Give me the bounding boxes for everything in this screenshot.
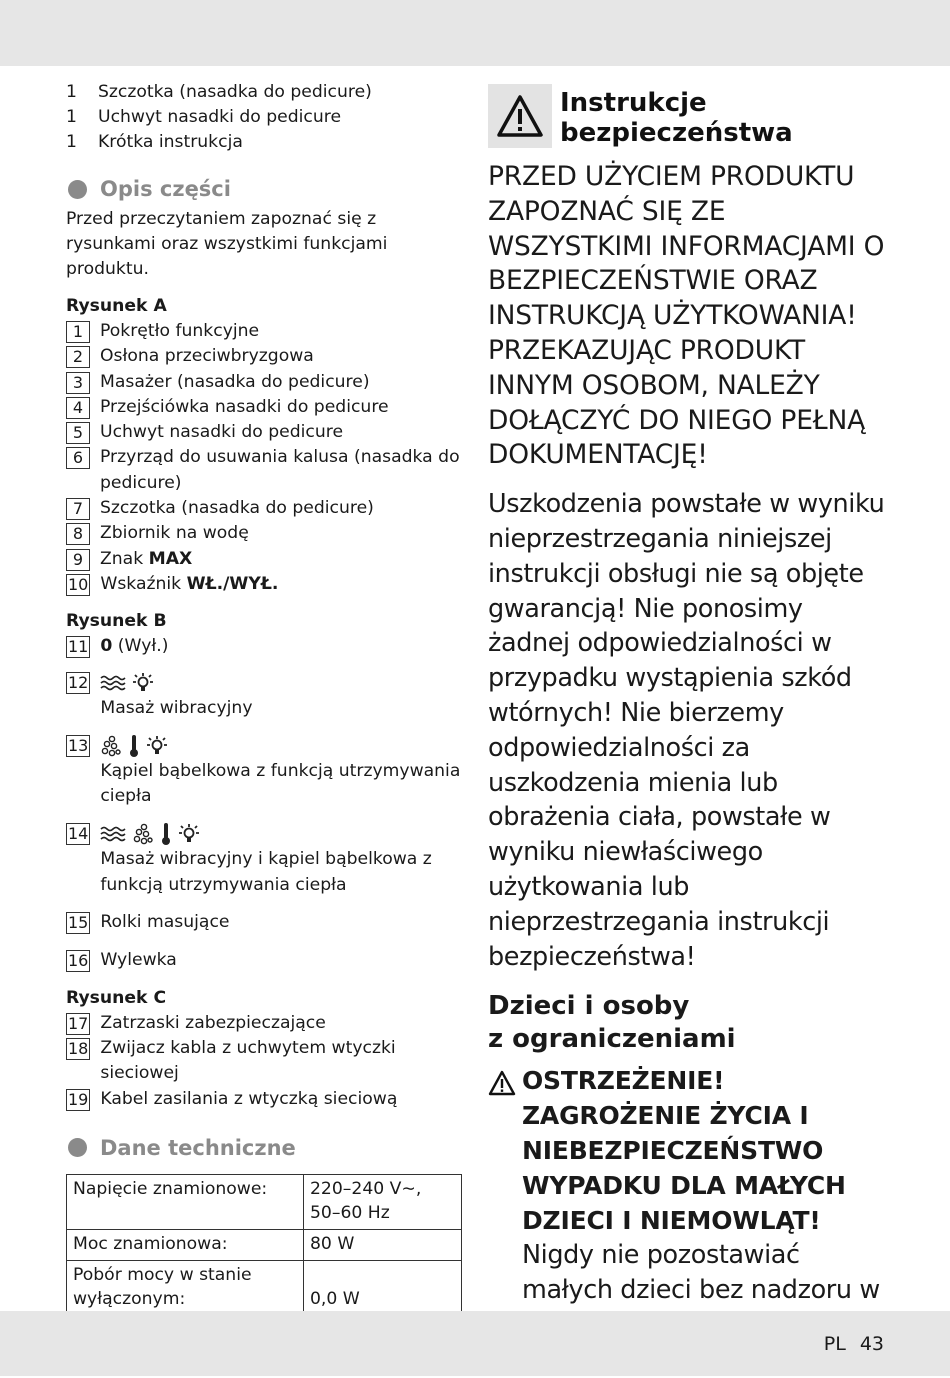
list-item: 11 0 (Wył.) (68, 636, 169, 657)
list-item: 10 Wskaźnik WŁ./WYŁ. (68, 573, 279, 594)
list-item: 7 Szczotka (nasadka do pedicure) (66, 496, 466, 521)
package-contents (66, 80, 466, 155)
list-item: 9 Znak MAX (66, 547, 466, 572)
safety-caps-notice: PRZED UŻYCIEM PRODUKTU ZAPOZNAĆ SIĘ ZE WSZYSTKIMI INFORMACJAMI O BEZPIECZEŃSTWIE ORAZ INSTRUKCJĄ UŻYTKOWANIA! PRZEKAZUJĄC PRODUKT INNYM OSOBOM, NALEŻY DOŁĄCZYĆ DO NIEGO PEŁNĄ DOKUMENTACJĘ! (488, 161, 885, 471)
page-number: PL 43 (823, 1333, 884, 1355)
list-item: 4 Przejściówka nasadki do pedicure (66, 395, 466, 420)
tech-heading: Dane techniczne (66, 1136, 466, 1160)
safety-heading: Instrukcje bezpieczeństwa (488, 84, 888, 148)
package-item: 1 Krótka instrukcja (66, 132, 243, 152)
list-item: 18 Zwijacz kabla z uchwytem wtyczki sieciowej (68, 1037, 396, 1084)
list-item: 2 Osłona przeciwbryzgowa (66, 344, 466, 369)
list-item: 14 Masaż wibracyjny i kąpiel bąbelkowa z funkcją utrzymywania ciepła (66, 821, 466, 898)
package-item: 1 Szczotka (nasadka do pedicure) (66, 82, 372, 102)
parts-heading: Opis części (66, 177, 466, 201)
child-warning: OSTRZEŻENIE! ZAGROŻENIE ŻYCIA I NIEBEZPIECZEŃSTWO WYPADKU DLA MAŁYCH DZIECI I NIEMOWLĄT! Nigdy nie pozostawiać małych dzieci bez nadzoru w (488, 1064, 888, 1377)
list-item: 13 Kąpiel bąbelkowa z funkcją utrzymywania ciepła (66, 733, 466, 810)
thermometer-icon (160, 822, 172, 846)
warning-triangle-icon (496, 94, 544, 138)
parts-intro: Przed przeczytaniem zapoznać się z rysunkami oraz wszystkimi funkcjami produktu. (66, 209, 388, 279)
figure-b-title: Rysunek B (66, 611, 167, 632)
figure-c-list (66, 1011, 466, 1112)
list-item: 15 Rolki masujące (68, 912, 230, 933)
list-item: 1 Pokrętło funkcyjne (66, 319, 466, 344)
footer-bar (0, 1311, 950, 1376)
figure-b-list (66, 634, 466, 973)
list-item: 3 Masażer (nasadka do pedicure) (66, 370, 466, 395)
bubbles-icon (132, 823, 154, 845)
vibration-icon (100, 825, 126, 843)
warning-triangle-icon (488, 1070, 516, 1096)
children-heading: Dzieci i osoby z ograniczeniami (488, 991, 736, 1055)
list-item: 6 Przyrząd do usuwania kalusa (nasadka do pedicure) (66, 445, 466, 496)
thermometer-icon (128, 734, 140, 758)
header-bar (0, 0, 950, 66)
vibration-icon (100, 674, 126, 692)
list-item: 19 Kabel zasilania z wtyczką sieciową (68, 1088, 398, 1109)
left-column (66, 80, 466, 1316)
list-item: 8 Zbiornik na wodę (66, 521, 466, 546)
list-item: 5 Uchwyt nasadki do pedicure (66, 420, 466, 445)
warranty-text: Uszkodzenia powstałe w wyniku nieprzestrzegania niniejszej instrukcji obsługi nie są objęte gwarancją! Nie ponosimy żadnej odpowiedzialności w przypadku wystąpienia szkód wtórnych! Nie bierzemy odpowiedzialności za uszkodzenia mienia lub obrażenia ciała, powstałe w wyniku niewłaściwego użytkowania lub nieprzestrzegania instrukcji bezpieczeństwa! (488, 489, 885, 972)
list-item: 16 Wylewka (68, 950, 177, 971)
warning-box (488, 84, 552, 148)
figure-c-title: Rysunek C (66, 987, 167, 1008)
table-row: Moc znamionowa: 80 W (67, 1229, 462, 1260)
light-icon (178, 823, 200, 845)
light-icon (146, 735, 168, 757)
bubbles-icon (100, 735, 122, 757)
tech-table (66, 1174, 462, 1316)
package-item: 1 Uchwyt nasadki do pedicure (66, 107, 342, 127)
bullet-dot-icon (68, 1138, 87, 1157)
light-icon (132, 672, 154, 694)
mode-icons (100, 821, 466, 847)
bullet-dot-icon (68, 180, 87, 199)
table-row: Napięcie znamionowe: 220–240 V∼, 50–60 Hz (67, 1174, 462, 1229)
list-item: 17 Zatrzaski zabezpieczające (68, 1012, 326, 1033)
mode-icons (100, 670, 466, 696)
list-item: 12 Masaż wibracyjny (66, 670, 466, 721)
table-row: Pobór mocy w stanie wyłączonym: 0,0 W (67, 1260, 462, 1315)
right-column (488, 84, 888, 1378)
figure-a-list (66, 319, 466, 597)
mode-icons (100, 733, 466, 759)
figure-a-title: Rysunek A (66, 296, 167, 316)
